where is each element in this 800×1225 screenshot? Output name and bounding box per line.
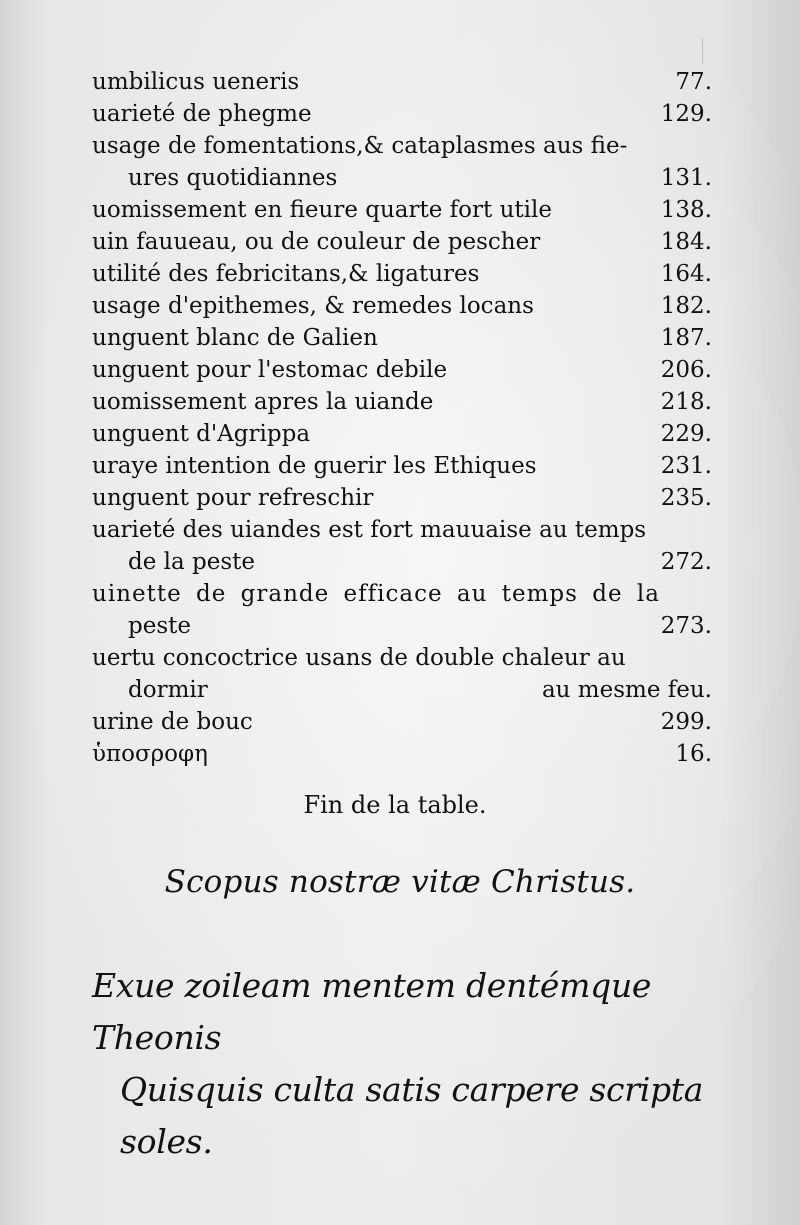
index-entry-text: de la peste <box>128 549 256 575</box>
verse-line-2: Quisquis culta satis carpere scripta soles. <box>120 1070 704 1161</box>
index-entry <box>92 194 712 226</box>
index-entry <box>92 706 712 738</box>
index-entry <box>92 642 712 674</box>
index-entry-text: dormir <box>128 677 208 703</box>
index-entry-text: uertu concoctrice usans de double chaleur au <box>92 645 626 671</box>
index-entry-text: peste <box>128 613 191 639</box>
motto: Scopus nostræ vitæ Christus. <box>164 864 636 900</box>
index-entry-page: 164. <box>660 261 712 287</box>
index-entry-page: 235. <box>660 485 712 511</box>
index-entry <box>92 738 712 770</box>
index-entry-text: ὑποσροφη <box>92 741 208 767</box>
table-end-label <box>0 789 800 821</box>
index-entry-page: 218. <box>660 389 712 415</box>
index-entry-text: uomissement apres la uiande <box>92 389 434 415</box>
index-entry-text: uin fauueau, ou de couleur de pescher <box>92 229 541 255</box>
index-entry-page: 187. <box>660 325 712 351</box>
index-entry-text: utilité des febricitans,& ligatures <box>92 261 480 287</box>
index-entry-page: 131. <box>660 165 712 191</box>
index-entry-page: 182. <box>660 293 712 319</box>
index-entry <box>92 130 712 162</box>
index-entry-text: ures quotidiannes <box>128 165 338 191</box>
verse-line-1: Exue zoileam mentem dentémque Theonis <box>92 966 652 1057</box>
index-entry <box>92 162 712 194</box>
index-entry-page: 129. <box>660 101 712 127</box>
index-entry-page: 16. <box>675 741 712 767</box>
index-entry <box>92 514 712 546</box>
index-entry <box>92 450 712 482</box>
index-entry-page: au mesme feu. <box>541 677 712 703</box>
index-entry-page: 273. <box>660 613 712 639</box>
index-entry-text: unguent blanc de Galien <box>92 325 378 351</box>
index-entry <box>92 546 712 578</box>
index-entry-text: unguent pour l'estomac debile <box>92 357 448 383</box>
index-entry <box>92 66 712 98</box>
index-entry <box>92 482 712 514</box>
index-entry-page: 206. <box>660 357 712 383</box>
index-entry-text: usage de fomentations,& cataplasmes aus fie- <box>92 133 628 159</box>
index-entry-text: unguent pour refreschir <box>92 485 374 511</box>
index-entry <box>92 258 712 290</box>
index-entry <box>92 610 712 642</box>
index-entry <box>92 418 712 450</box>
index-entry <box>92 674 712 706</box>
index-entry-text: uarieté des uiandes est fort mauuaise au temps <box>92 517 647 543</box>
index-entry-text: uomissement en fieure quarte fort utile <box>92 197 552 223</box>
index-entry-page: 77. <box>675 69 712 95</box>
index-entry <box>92 290 712 322</box>
closing-verse <box>92 960 732 1168</box>
index-entry-page: 299. <box>660 709 712 735</box>
index-entry-page: 231. <box>660 453 712 479</box>
index-entry-text: usage d'epithemes, & remedes locans <box>92 293 534 319</box>
index-entry <box>92 98 712 130</box>
index-entry-page: 229. <box>660 421 712 447</box>
index-entry-text: umbilicus ueneris <box>92 69 300 95</box>
index-entry <box>92 322 712 354</box>
index-entry-page: 272. <box>660 549 712 575</box>
index-entry-page: 138. <box>660 197 712 223</box>
index-entry-page: 184. <box>660 229 712 255</box>
index-table <box>92 66 712 770</box>
index-entry-text: unguent d'Agrippa <box>92 421 311 447</box>
index-entry-text: uarieté de phegme <box>92 101 312 127</box>
index-entry-text: urine de bouc <box>92 709 253 735</box>
index-entry <box>92 354 712 386</box>
index-entry <box>92 578 712 610</box>
index-entry <box>92 226 712 258</box>
page-edge-mark <box>702 38 703 64</box>
index-entry <box>92 386 712 418</box>
index-entry-text: uraye intention de guerir les Ethiques <box>92 453 537 479</box>
table-end-text: Fin de la table. <box>303 791 487 819</box>
index-entry-text: uinette de grande efficace au temps de la <box>92 581 660 607</box>
